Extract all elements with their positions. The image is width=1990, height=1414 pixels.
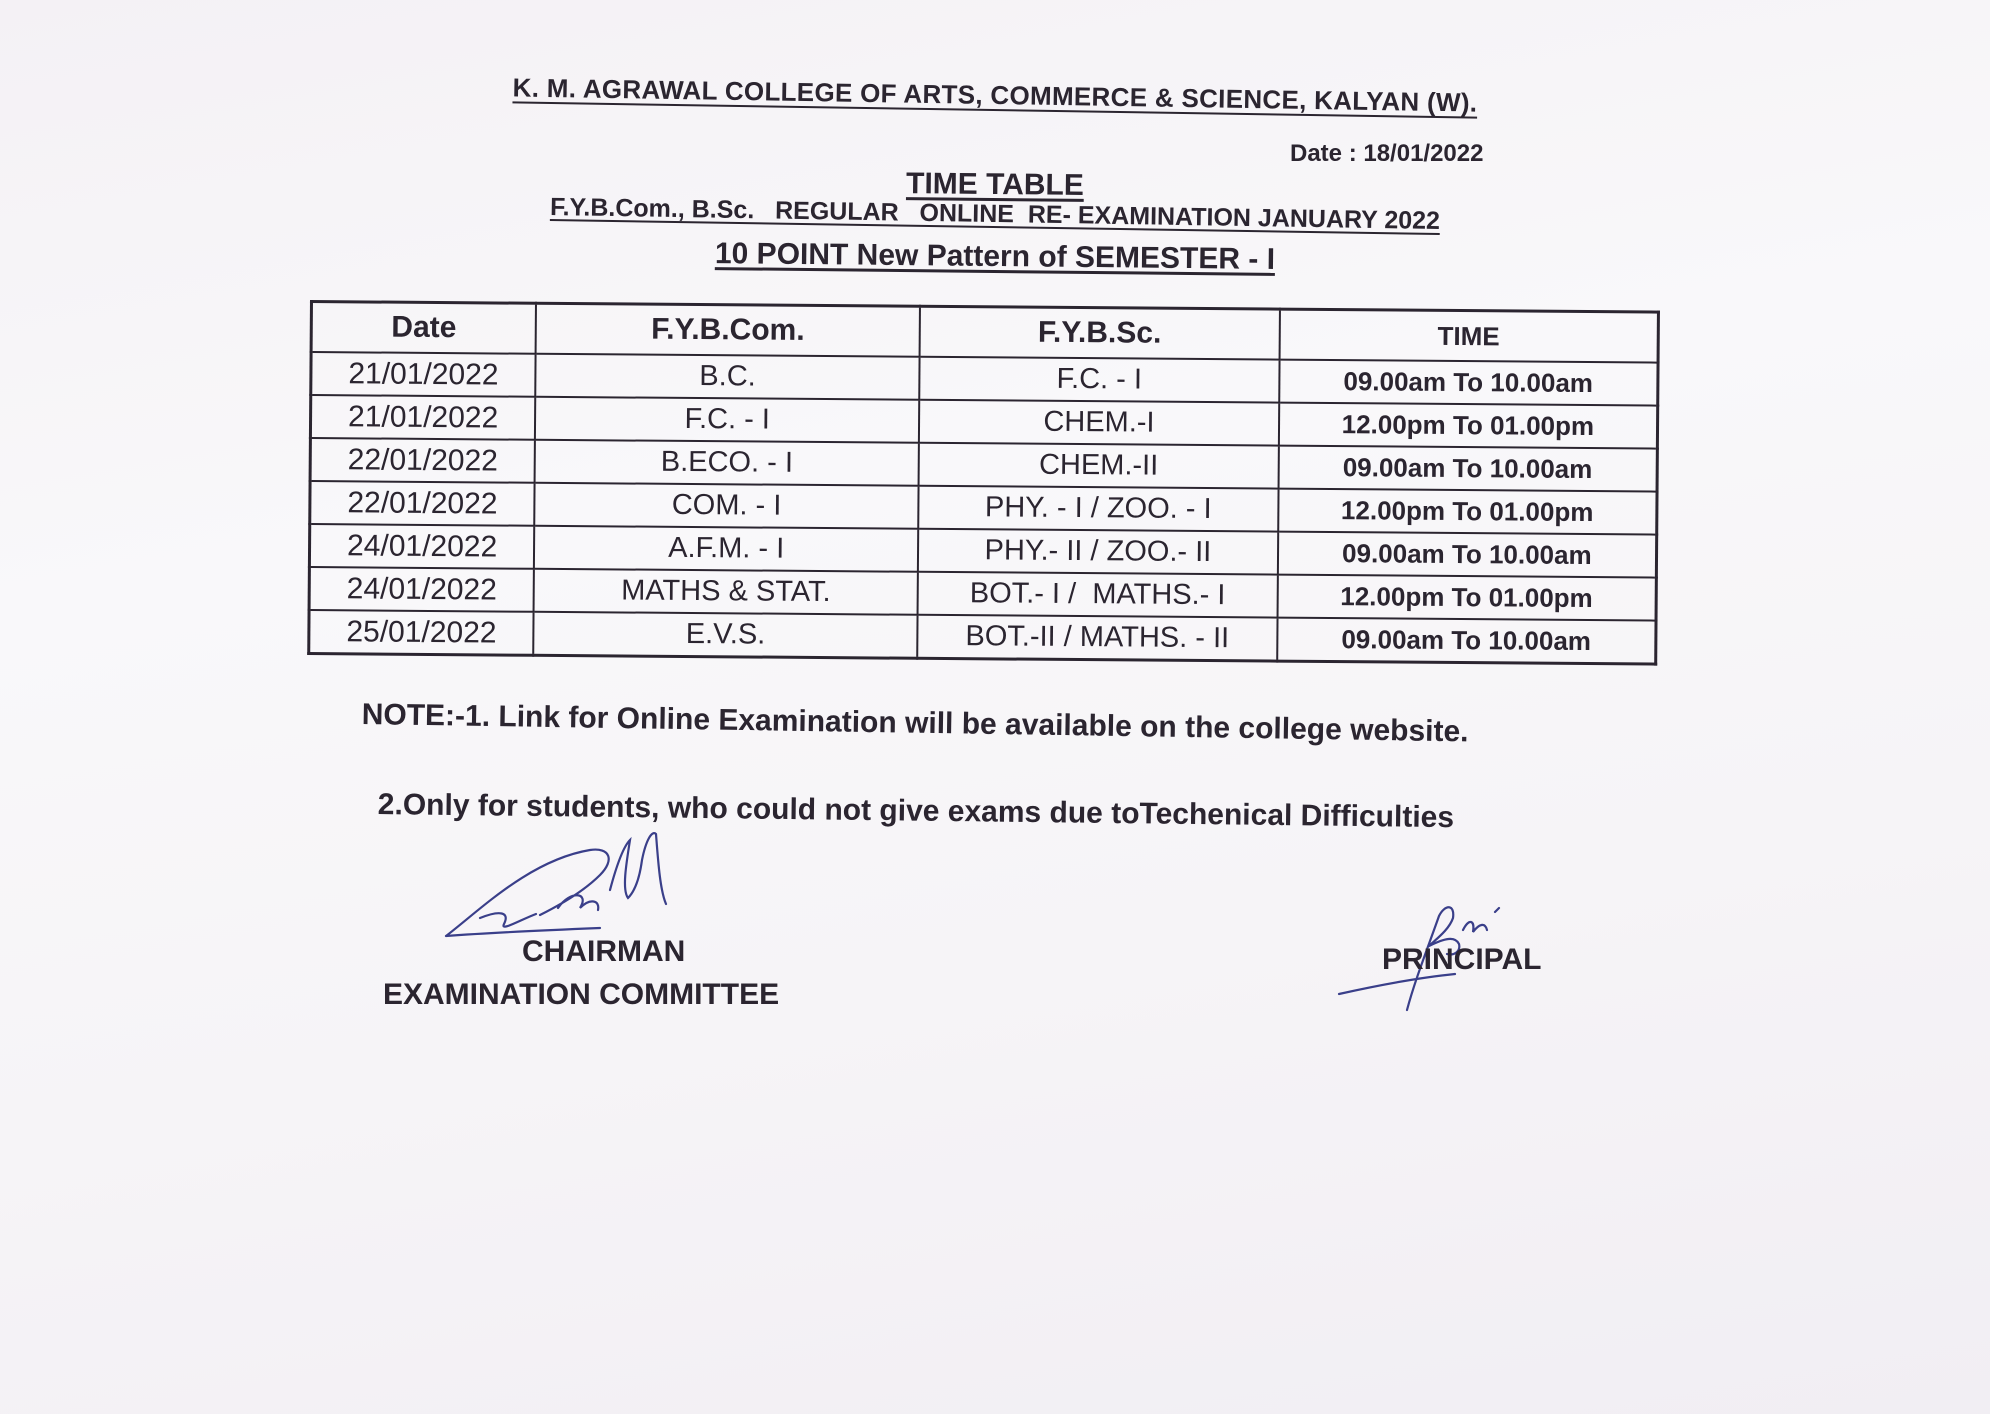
cell-fybcom: E.V.S.: [533, 612, 917, 659]
cell-fybsc: PHY. - I / ZOO. - I: [918, 486, 1278, 532]
principal-title: PRINCIPAL: [1382, 943, 1542, 976]
cell-time: 12.00pm To 01.00pm: [1277, 575, 1656, 621]
cell-fybcom: COM. - I: [534, 483, 918, 529]
chairman-title: CHAIRMAN: [522, 935, 686, 968]
cell-date: 24/01/2022: [309, 567, 534, 612]
page-title: TIME TABLE: [905, 167, 1085, 202]
cell-time: 12.00pm To 01.00pm: [1279, 403, 1658, 449]
cell-time: 09.00am To 10.00am: [1278, 532, 1657, 578]
issue-date: [1290, 140, 1483, 168]
date-value: 18/01/2022: [1363, 140, 1484, 167]
committee-title: EXAMINATION COMMITTEE: [383, 978, 780, 1011]
cell-fybsc: F.C. - I: [919, 357, 1279, 403]
cell-date: 21/01/2022: [310, 395, 535, 440]
exam-subtitle: F.Y.B.Com., B.Sc. REGULAR ONLINE RE- EXAMINATION JANUARY 2022: [549, 193, 1441, 235]
note-online-link: NOTE:-1. Link for Online Examination will be available on the college website.: [361, 698, 1469, 749]
college-name: K. M. AGRAWAL COLLEGE OF ARTS, COMMERCE & SCIENCE, KALYAN (W).: [512, 72, 1478, 118]
cell-time: 09.00am To 10.00am: [1277, 618, 1656, 664]
cell-date: 25/01/2022: [309, 610, 534, 655]
cell-fybcom: A.F.M. - I: [534, 526, 918, 572]
cell-fybcom: MATHS & STAT.: [534, 569, 918, 615]
column-header-time: TIME: [1279, 309, 1658, 362]
date-label: Date :: [1290, 140, 1357, 167]
cell-date: 22/01/2022: [310, 438, 535, 483]
cell-fybsc: PHY.- II / ZOO.- II: [918, 529, 1278, 575]
cell-fybsc: CHEM.-I: [919, 400, 1279, 446]
chairman-signature: [440, 820, 740, 950]
cell-fybcom: B.C.: [535, 354, 919, 400]
timetable: [307, 300, 1660, 666]
cell-fybcom: F.C. - I: [535, 397, 919, 443]
column-header-date: Date: [311, 302, 536, 354]
table-row: [309, 610, 1656, 664]
timetable-table: [307, 300, 1660, 666]
cell-time: 09.00am To 10.00am: [1278, 446, 1657, 492]
cell-fybcom: B.ECO. - I: [535, 440, 919, 486]
cell-time: 09.00am To 10.00am: [1279, 360, 1658, 406]
pattern-subtitle: 10 POINT New Pattern of SEMESTER - I: [714, 237, 1276, 276]
cell-date: 24/01/2022: [309, 524, 534, 569]
cell-fybsc: BOT.- I / MATHS.- I: [918, 572, 1278, 618]
cell-fybsc: CHEM.-II: [919, 443, 1279, 489]
cell-fybsc: BOT.-II / MATHS. - II: [917, 615, 1277, 661]
cell-date: 21/01/2022: [311, 352, 536, 397]
column-header-fybsc: F.Y.B.Sc.: [920, 306, 1280, 359]
note-eligibility: 2.Only for students, who could not give exams due toTechenical Difficulties: [377, 788, 1455, 835]
column-header-fybcom: F.Y.B.Com.: [536, 303, 920, 357]
cell-date: 22/01/2022: [310, 481, 535, 526]
cell-time: 12.00pm To 01.00pm: [1278, 489, 1657, 535]
